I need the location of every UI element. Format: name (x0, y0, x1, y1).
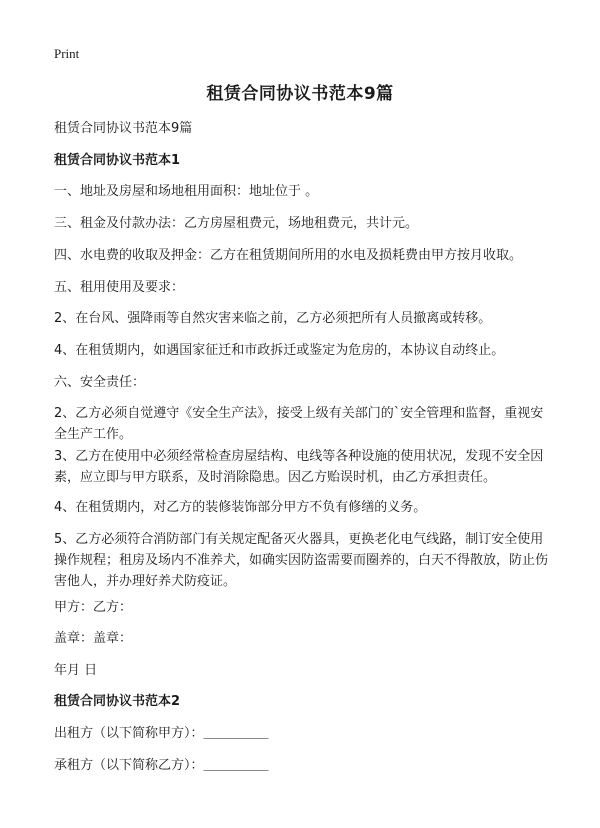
paragraph-disaster: 2、在台风、强降雨等自然灾害来临之前，乙方必须把所有人员撤离或转移。 (54, 311, 492, 326)
paragraph-decoration: 4、在租赁期内，对乙方的装修装饰部分甲方不负有修缮的义务。 (54, 500, 427, 515)
paragraph-safety-law: 2、乙方必须自觉遵守《安全生产法》，接受上级有关部门的`安全管理和监督，重视安全生产工作。 (54, 406, 544, 442)
signature-parties: 甲方：乙方： (54, 600, 133, 615)
paragraph-usage-heading: 五、租用使用及要求： (54, 280, 185, 295)
print-link[interactable]: Print (54, 46, 80, 61)
paragraph-utilities: 四、水电费的收取及押金：乙方在租赁期间所用的水电及损耗费由甲方按月收取。 (54, 248, 523, 263)
paragraph-address: 一、地址及房屋和场地租用面积：地址位于 。 (54, 184, 319, 199)
paragraph-safety-heading: 六、安全责任： (54, 375, 146, 390)
paragraph-fire-safety: 5、乙方必须符合消防部门有关规定配备灭火器具，更换老化电气线路，制订安全使用操作规程；租房及场内不准养犬，如确实因防盗需要而圈养的，白天不得散放，防止伤害他人，并办理好养犬防疫证。 (54, 532, 549, 589)
signature-date: 年月 日 (54, 663, 98, 678)
document-subtitle: 租赁合同协议书范本9篇 (54, 121, 193, 136)
section-heading-2: 租赁合同协议书范本2 (54, 694, 181, 709)
party-a-line: 出租方（以下简称甲方）：＿＿＿＿＿ (54, 726, 269, 741)
party-b-line: 承租方（以下简称乙方）：＿＿＿＿＿ (54, 758, 269, 773)
signature-seals: 盖章：盖章： (54, 631, 133, 646)
paragraph-demolition: 4、在租赁期内，如遇国家征迁和市政拆迁或鉴定为危房的，本协议自动终止。 (54, 343, 505, 358)
paragraph-rent-payment: 三、租金及付款办法：乙方房屋租费元，场地租费元，共计元。 (54, 216, 419, 231)
paragraph-inspection: 3、乙方在使用中必须经常检查房屋结构、电线等各种设施的使用状况，发现不安全因素，应立即与甲方联系，及时消除隐患。因乙方贻误时机，由乙方承担责任。 (54, 449, 544, 485)
page-title: 租赁合同协议书范本9篇 (206, 84, 394, 104)
section-heading-1: 租赁合同协议书范本1 (54, 153, 181, 168)
